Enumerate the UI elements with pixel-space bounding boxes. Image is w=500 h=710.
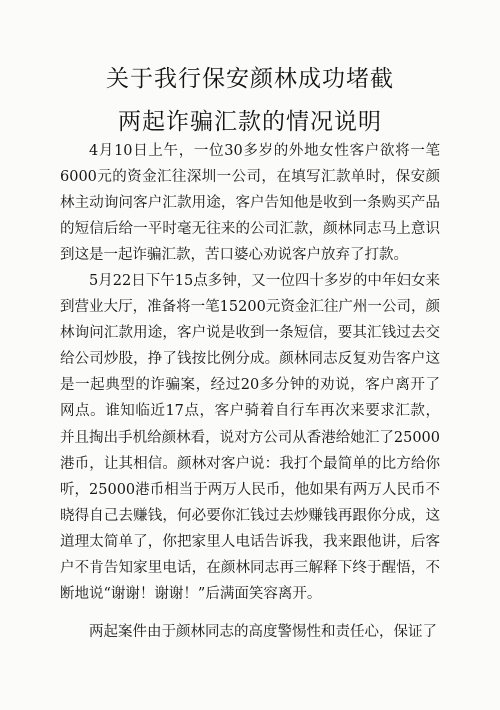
paragraph-second-case: 5月22日下午15点多钟，又一位四十多岁的中年妇女来到营业大厅，准备将一笔15200元资金汇往广州一公司，颜林询问汇款用途，客户说是收到一条短信，要其汇钱过去交给公司炒股，挣了钱按比例分成。颜林同志反复劝告客户这是一起典型的诈骗案，经过20多分钟的劝说，客户离开了网点。谁知临近17点，客户骑着自行车再次来要求汇款，并且掏出手机给颜林看，说对方公司从香港给她汇了25000港币，让其相信。颜林对客户说：我打个最简单的比方给你听，25000港币相当于两万人民币，他如果有两万人民币不晓得自己去赚钱，何必要你汇钱过去炒赚钱再跟你分成，这道理太简单了，你把家里人电话告诉我，我来跟他讲，后客户不肯告知家里电话，在颜林同志再三解释下终于醒悟，不断地说“谢谢！谢谢！”后满面笑容离开。 — [60, 273, 440, 603]
paragraph-summary: 两起案件由于颜林同志的高度警惕性和责任心，保证了 — [89, 624, 437, 640]
paragraph-first-case: 4月10日上午，一位30多岁的外地女性客户欲将一笔6000元的资金汇往深圳一公司，在填写汇款单时，保安颜林主动询问客户汇款用途，客户告知他是收到一条购买产品的短信后给一平时毫无往来的公司汇款，颜林同志马上意识到这是一起诈骗汇款，苦口婆心劝说客户放弃了打款。 — [60, 143, 440, 264]
document-title-line-1: 关于我行保安颜林成功堵截 — [106, 66, 394, 92]
document-title-line-2: 两起诈骗汇款的情况说明 — [118, 109, 382, 135]
